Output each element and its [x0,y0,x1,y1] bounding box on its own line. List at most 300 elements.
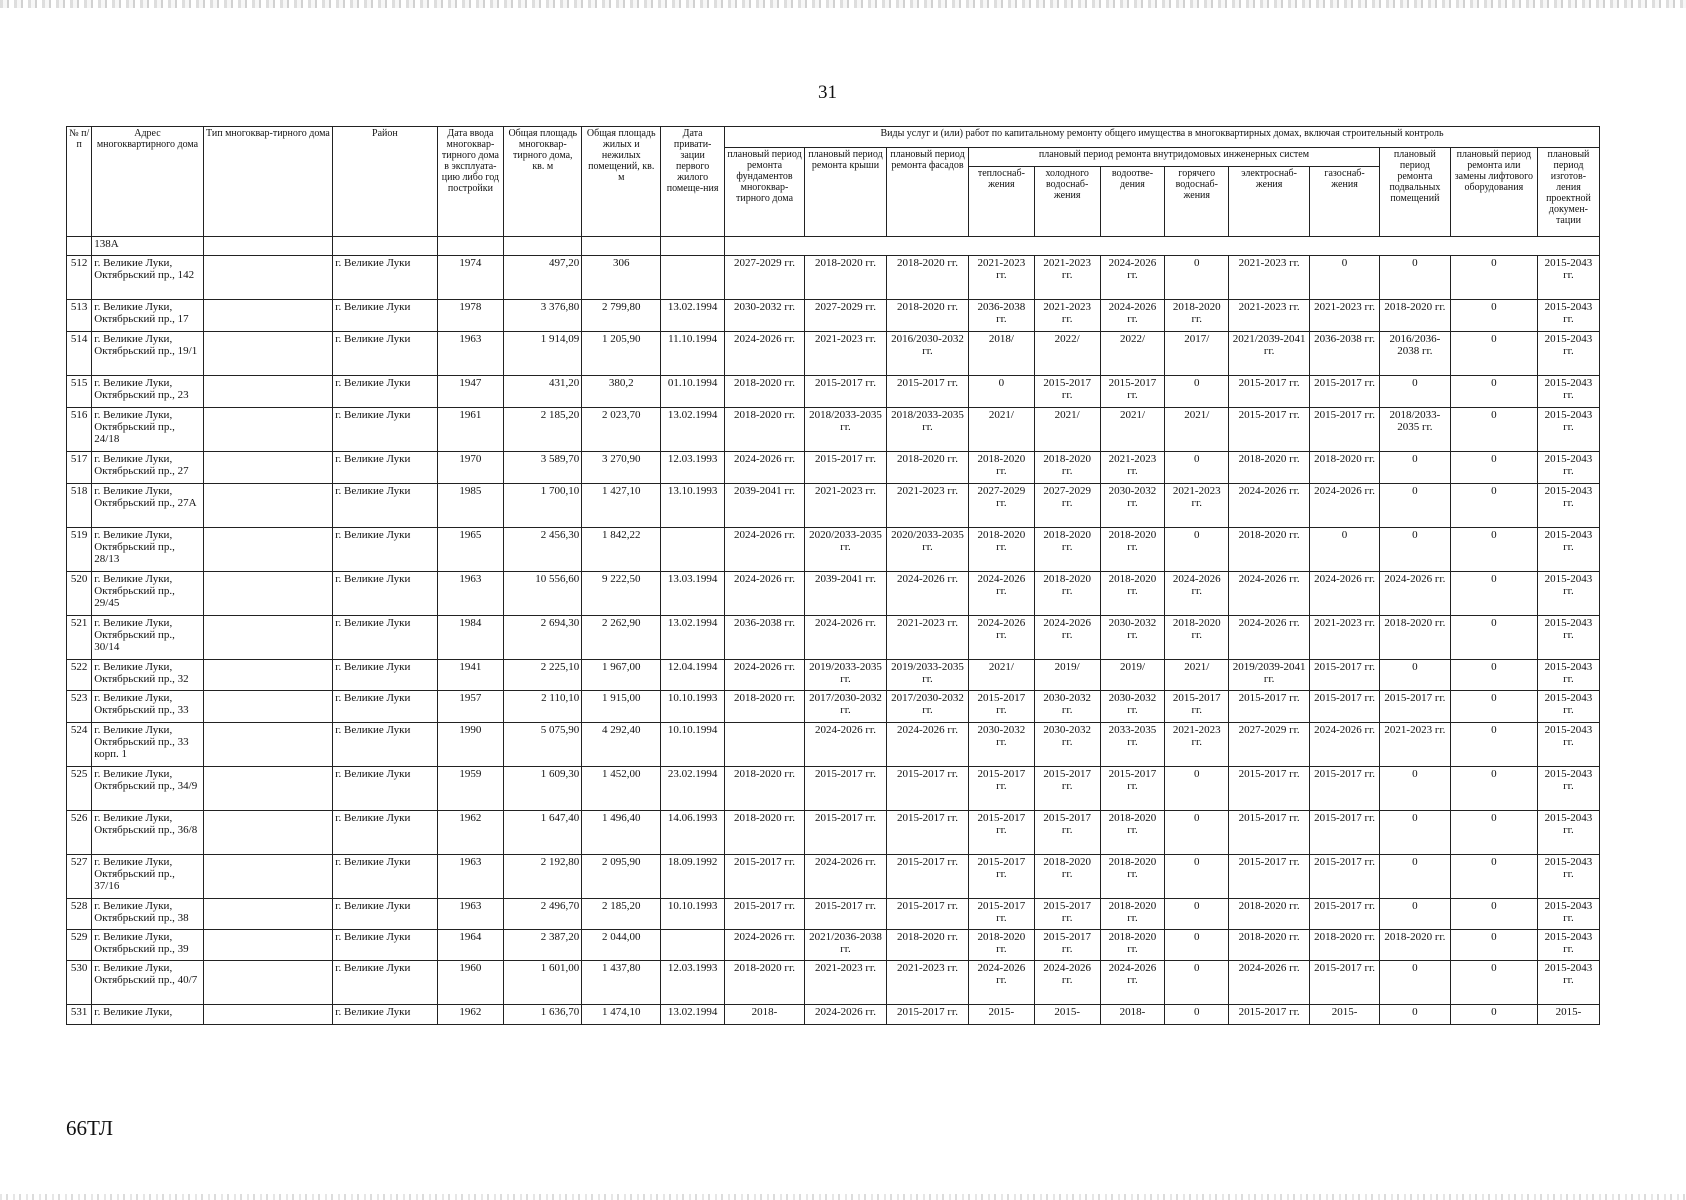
cell-foundation: 2024-2026 гг. [725,528,805,572]
cell-num: 515 [67,376,92,408]
cell-year: 1978 [437,300,504,332]
cell-electric: 2024-2026 гг. [1229,572,1310,616]
cell-district: г. Великие Луки [333,452,437,484]
cell-sewerage: 2033-2035 гг. [1100,723,1165,767]
cell-total-area: 5 075,90 [504,723,582,767]
cell-total-area: 1 609,30 [504,767,582,811]
cell-facade: 2015-2017 гг. [886,767,968,811]
cell-address: г. Великие Луки, Октябрьский пр., 33 корп. 1 [92,723,203,767]
cell-roof: 2018-2020 гг. [804,256,886,300]
cell-year: 1957 [437,691,504,723]
cell-basement: 2018-2020 гг. [1379,930,1450,961]
cell-foundation: 2018-2020 гг. [725,811,805,855]
header-type: Тип многоквар-тирного дома [203,127,333,237]
cell-num: 520 [67,572,92,616]
cell-electric: 2021/2039-2041 гг. [1229,332,1310,376]
cell-gas: 2015-2017 гг. [1310,691,1380,723]
cell-cold-water: 2015-2017 гг. [1034,811,1100,855]
cell-address: г. Великие Луки, Октябрьский пр., 30/14 [92,616,203,660]
cell-elevator: 0 [1450,256,1537,300]
cell-cold-water: 2015-2017 гг. [1034,767,1100,811]
cell-year: 1963 [437,572,504,616]
table-row [67,767,1600,811]
cell-year: 1985 [437,484,504,528]
cell-heating: 2018-2020 гг. [968,930,1034,961]
cell-total-area: 2 110,10 [504,691,582,723]
cell-elevator: 0 [1450,930,1537,961]
cell-gas: 2024-2026 гг. [1310,484,1380,528]
cell-gas: 2015-2017 гг. [1310,961,1380,1005]
cell-sewerage: 2018-2020 гг. [1100,899,1165,930]
cell-num: 525 [67,767,92,811]
cell-cold-water: 2030-2032 гг. [1034,691,1100,723]
cell-district: г. Великие Луки [333,616,437,660]
cell-elevator: 0 [1450,484,1537,528]
cell-district: г. Великие Луки [333,528,437,572]
cell-heating: 2015-2017 гг. [968,899,1034,930]
cell-num: 529 [67,930,92,961]
cell-total-area: 431,20 [504,376,582,408]
table-row [67,723,1600,767]
table-row [67,376,1600,408]
cell-type [203,961,333,1005]
scan-edge-bottom [0,1194,1686,1200]
cell-facade: 2018-2020 гг. [886,300,968,332]
cell-basement: 0 [1379,484,1450,528]
cell-gas: 2024-2026 гг. [1310,723,1380,767]
cell-project-docs: 2015-2043 гг. [1537,332,1599,376]
cell-sewerage: 2022/ [1100,332,1165,376]
cell-privatization: 23.02.1994 [661,767,725,811]
cell-foundation: 2018- [725,1005,805,1025]
cell-type [203,452,333,484]
cell-project-docs: 2015-2043 гг. [1537,723,1599,767]
cell-gas: 2018-2020 гг. [1310,452,1380,484]
cell-roof: 2021/2036-2038 гг. [804,930,886,961]
cell-foundation: 2018-2020 гг. [725,376,805,408]
cell-heating: 2015-2017 гг. [968,855,1034,899]
cell-electric: 2015-2017 гг. [1229,811,1310,855]
cell-basement: 0 [1379,528,1450,572]
cell-privatization: 12.04.1994 [661,660,725,691]
cell-year: 1963 [437,332,504,376]
cell-district: г. Великие Луки [333,484,437,528]
cell-total-area: 1 636,70 [504,1005,582,1025]
cell-foundation: 2018-2020 гг. [725,408,805,452]
cell-basement: 0 [1379,961,1450,1005]
cell-type [203,300,333,332]
cell-cold-water: 2027-2029 гг. [1034,484,1100,528]
cell-num: 518 [67,484,92,528]
cell-total-area: 10 556,60 [504,572,582,616]
cell-roof: 2020/2033-2035 гг. [804,528,886,572]
cell-type [203,616,333,660]
cell-project-docs: 2015-2043 гг. [1537,616,1599,660]
table-row [67,300,1600,332]
cell-sewerage: 2024-2026 гг. [1100,961,1165,1005]
cell-basement: 0 [1379,660,1450,691]
cell-facade: 2015-2017 гг. [886,899,968,930]
cell-hot-water: 2018-2020 гг. [1165,300,1229,332]
cell-facade: 2024-2026 гг. [886,723,968,767]
header-total-area: Общая площадь многоквар-тирного дома, кв. м [504,127,582,237]
cell-elevator: 0 [1450,811,1537,855]
cell-year: 1962 [437,811,504,855]
cell-gas: 2024-2026 гг. [1310,572,1380,616]
cell-gas: 2036-2038 гг. [1310,332,1380,376]
cell-year: 1960 [437,961,504,1005]
cell-heating: 2030-2032 гг. [968,723,1034,767]
table-row [67,811,1600,855]
cell-living-area: 1 915,00 [582,691,661,723]
cell-elevator: 0 [1450,660,1537,691]
cell-facade: 2015-2017 гг. [886,376,968,408]
cell-facade: 2021-2023 гг. [886,616,968,660]
cell-electric: 2015-2017 гг. [1229,408,1310,452]
cell-elevator: 0 [1450,961,1537,1005]
cell-facade: 2018-2020 гг. [886,452,968,484]
cell-heating: 2024-2026 гг. [968,616,1034,660]
cell-address: г. Великие Луки, Октябрьский пр., 17 [92,300,203,332]
cell-gas: 2015-2017 гг. [1310,660,1380,691]
cell-hot-water: 2021-2023 гг. [1165,723,1229,767]
cell-heating: 2021-2023 гг. [968,256,1034,300]
cell-privatization: 13.02.1994 [661,300,725,332]
cell-address: г. Великие Луки, Октябрьский пр., 28/13 [92,528,203,572]
header-hot-water: горячего водоснаб-жения [1165,167,1229,237]
cell-facade: 2015-2017 гг. [886,811,968,855]
cell-facade: 2016/2030-2032 гг. [886,332,968,376]
cell-basement: 0 [1379,376,1450,408]
cell-heating: 2021/ [968,660,1034,691]
cell-facade: 2019/2033-2035 гг. [886,660,968,691]
cell-electric: 2021-2023 гг. [1229,300,1310,332]
cell-elevator: 0 [1450,767,1537,811]
cell-total-area: 2 694,30 [504,616,582,660]
cell-total-area: 1 647,40 [504,811,582,855]
cell-hot-water: 2021/ [1165,408,1229,452]
cell-address: г. Великие Луки, Октябрьский пр., 33 [92,691,203,723]
cell-living-area: 2 799,80 [582,300,661,332]
cell-cold-water: 2021-2023 гг. [1034,300,1100,332]
cell-address: г. Великие Луки, Октябрьский пр., 29/45 [92,572,203,616]
cell-elevator: 0 [1450,408,1537,452]
cell-address: г. Великие Луки, Октябрьский пр., 27А [92,484,203,528]
cell-sewerage: 2018-2020 гг. [1100,855,1165,899]
cell-gas: 2015-2017 гг. [1310,408,1380,452]
cell-type [203,855,333,899]
cell-total-area: 2 185,20 [504,408,582,452]
cell-privatization: 12.03.1993 [661,452,725,484]
cell-privatization: 01.10.1994 [661,376,725,408]
cell-project-docs: 2015-2043 гг. [1537,767,1599,811]
table-row [67,572,1600,616]
cell-heating: 2024-2026 гг. [968,961,1034,1005]
cell-privatization [661,528,725,572]
cell-roof: 2015-2017 гг. [804,767,886,811]
cell-sewerage: 2018-2020 гг. [1100,930,1165,961]
cell-cold-water: 2018-2020 гг. [1034,452,1100,484]
cell-foundation: 2024-2026 гг. [725,930,805,961]
cell-year: 1963 [437,855,504,899]
cell-hot-water: 0 [1165,811,1229,855]
cell-sewerage: 2030-2032 гг. [1100,691,1165,723]
cell-sewerage: 2021-2023 гг. [1100,452,1165,484]
cell-foundation: 2018-2020 гг. [725,767,805,811]
cell-living-area: 2 023,70 [582,408,661,452]
header-project-docs: плановый период изготов-ления проектной докумен-тации [1537,148,1599,237]
cell-roof: 2024-2026 гг. [804,855,886,899]
cell-sewerage: 2030-2032 гг. [1100,616,1165,660]
cell-foundation: 2024-2026 гг. [725,660,805,691]
cell-total-area: 2 456,30 [504,528,582,572]
cell-cold-water: 2021-2023 гг. [1034,256,1100,300]
cell-hot-water: 0 [1165,376,1229,408]
header-elevator: плановый период ремонта или замены лифтового оборудования [1450,148,1537,237]
header-facade: плановый период ремонта фасадов [886,148,968,237]
cell-cold-water: 2015- [1034,1005,1100,1025]
cell-cold-water: 2018-2020 гг. [1034,572,1100,616]
cell-total-area: 3 589,70 [504,452,582,484]
cell-gas: 0 [1310,528,1380,572]
table-row [67,899,1600,930]
cell-facade: 2018-2020 гг. [886,930,968,961]
cell-heating: 2015-2017 гг. [968,691,1034,723]
cell-electric: 2015-2017 гг. [1229,767,1310,811]
table-row [67,408,1600,452]
cell-num: 526 [67,811,92,855]
header-heating: теплоснаб-жения [968,167,1034,237]
cell-district: г. Великие Луки [333,930,437,961]
cell-project-docs: 2015-2043 гг. [1537,452,1599,484]
cell-type [203,332,333,376]
cell-cold-water: 2015-2017 гг. [1034,376,1100,408]
cell-hot-water: 2021-2023 гг. [1165,484,1229,528]
cell-address: г. Великие Луки, Октябрьский пр., 19/1 [92,332,203,376]
cell-electric: 2024-2026 гг. [1229,484,1310,528]
cell-district: г. Великие Луки [333,660,437,691]
header-commission-date: Дата ввода многоквар-тирного дома в эксплуата-цию либо год постройки [437,127,504,237]
cell-roof: 2024-2026 гг. [804,723,886,767]
cell-heating: 2027-2029 гг. [968,484,1034,528]
cell-privatization: 10.10.1993 [661,691,725,723]
table-row [67,452,1600,484]
table-row [67,660,1600,691]
cell-type [203,256,333,300]
cell-roof: 2021-2023 гг. [804,332,886,376]
cell-num: 512 [67,256,92,300]
cell-cold-water: 2021/ [1034,408,1100,452]
cell-roof: 2015-2017 гг. [804,899,886,930]
cell-cold-water: 2015-2017 гг. [1034,899,1100,930]
cell-roof: 2027-2029 гг. [804,300,886,332]
cell-elevator: 0 [1450,616,1537,660]
cell-roof: 2015-2017 гг. [804,452,886,484]
cell-gas: 2021-2023 гг. [1310,300,1380,332]
table-row [67,484,1600,528]
cell-district: г. Великие Луки [333,1005,437,1025]
footer-code: 66ТЛ [66,1116,114,1140]
cell-hot-water: 0 [1165,855,1229,899]
cell-foundation: 2039-2041 гг. [725,484,805,528]
header-electric: электроснаб-жения [1229,167,1310,237]
cell-district: г. Великие Луки [333,723,437,767]
cell-type [203,484,333,528]
cell-living-area: 3 270,90 [582,452,661,484]
cell-district: г. Великие Луки [333,899,437,930]
cell-project-docs: 2015-2043 гг. [1537,376,1599,408]
cell-gas: 2021-2023 гг. [1310,616,1380,660]
cell-district: г. Великие Луки [333,332,437,376]
header-address: Адрес многоквартирного дома [92,127,203,237]
table-row-continued [67,237,1600,256]
cell-sewerage: 2018-2020 гг. [1100,811,1165,855]
capital-repair-table [66,126,1600,1025]
cell-type [203,767,333,811]
cell-basement: 0 [1379,899,1450,930]
cell-total-area: 3 376,80 [504,300,582,332]
cell-foundation: 2018-2020 гг. [725,961,805,1005]
cell-total-area: 1 700,10 [504,484,582,528]
header-privatization: Дата привати-зации первого жилого помеще-ния [661,127,725,237]
cell-year: 1984 [437,616,504,660]
cell-electric: 2018-2020 гг. [1229,930,1310,961]
cell-living-area: 4 292,40 [582,723,661,767]
cell-hot-water: 2015-2017 гг. [1165,691,1229,723]
table-row [67,961,1600,1005]
cell-district: г. Великие Луки [333,376,437,408]
cell-type [203,408,333,452]
header-gas: газоснаб-жения [1310,167,1380,237]
cell-facade: 2020/2033-2035 гг. [886,528,968,572]
cell-sewerage: 2015-2017 гг. [1100,767,1165,811]
cell-living-area: 1 427,10 [582,484,661,528]
cell-privatization: 13.02.1994 [661,408,725,452]
cell-basement: 0 [1379,855,1450,899]
cell-privatization: 18.09.1992 [661,855,725,899]
cell-cold-water: 2024-2026 гг. [1034,616,1100,660]
cell-sewerage: 2019/ [1100,660,1165,691]
cell-address: г. Великие Луки, Октябрьский пр., 27 [92,452,203,484]
cell-total-area: 497,20 [504,256,582,300]
cell-type [203,376,333,408]
cell-basement: 0 [1379,452,1450,484]
cell-privatization: 10.10.1994 [661,723,725,767]
cell-district: г. Великие Луки [333,256,437,300]
cell-facade: 2017/2030-2032 гг. [886,691,968,723]
cell-elevator: 0 [1450,528,1537,572]
cell-living-area: 2 044,00 [582,930,661,961]
cell-basement: 0 [1379,1005,1450,1025]
cell-facade: 2015-2017 гг. [886,1005,968,1025]
cell-type [203,572,333,616]
cell-project-docs: 2015-2043 гг. [1537,961,1599,1005]
cell-privatization: 14.06.1993 [661,811,725,855]
cell-cold-water: 2018-2020 гг. [1034,528,1100,572]
cell-num: 524 [67,723,92,767]
page-number: 31 [818,82,837,103]
cell-sewerage: 2015-2017 гг. [1100,376,1165,408]
cell-hot-water: 2024-2026 гг. [1165,572,1229,616]
cell-num: 527 [67,855,92,899]
cell-year: 1947 [437,376,504,408]
cell-num: 528 [67,899,92,930]
cell-elevator: 0 [1450,855,1537,899]
cell-basement: 0 [1379,811,1450,855]
cell-living-area: 1 967,00 [582,660,661,691]
cell-roof: 2021-2023 гг. [804,484,886,528]
cell-privatization: 13.10.1993 [661,484,725,528]
cell-electric: 2015-2017 гг. [1229,1005,1310,1025]
cell-year: 1964 [437,930,504,961]
cell-cold-water: 2022/ [1034,332,1100,376]
cell-electric: 2018-2020 гг. [1229,528,1310,572]
cell-elevator: 0 [1450,899,1537,930]
cell-privatization: 13.02.1994 [661,616,725,660]
cell-heating: 0 [968,376,1034,408]
cell-basement: 2016/2036-2038 гг. [1379,332,1450,376]
cell-district: г. Великие Луки [333,767,437,811]
cell-type [203,660,333,691]
cell-foundation: 2036-2038 гг. [725,616,805,660]
cell-gas: 2015-2017 гг. [1310,899,1380,930]
cell-basement: 2021-2023 гг. [1379,723,1450,767]
cell-elevator: 0 [1450,376,1537,408]
cell-num: 530 [67,961,92,1005]
cell-year: 1963 [437,899,504,930]
cell-address: г. Великие Луки, Октябрьский пр., 39 [92,930,203,961]
cell-sewerage: 2024-2026 гг. [1100,256,1165,300]
table-row [67,855,1600,899]
cell-living-area: 2 095,90 [582,855,661,899]
table-row [67,332,1600,376]
cell-gas: 2015-2017 гг. [1310,767,1380,811]
cell-roof: 2019/2033-2035 гг. [804,660,886,691]
cell-elevator: 0 [1450,332,1537,376]
cell-cold-water: 2019/ [1034,660,1100,691]
cell-foundation: 2030-2032 гг. [725,300,805,332]
cell-cold-water: 2015-2017 гг. [1034,930,1100,961]
cell-hot-water: 0 [1165,256,1229,300]
cell-cold-water: 2024-2026 гг. [1034,961,1100,1005]
table-row [67,691,1600,723]
cell-basement: 2018-2020 гг. [1379,300,1450,332]
cell-living-area: 1 496,40 [582,811,661,855]
cell-living-area: 1 437,80 [582,961,661,1005]
cell-total-area: 2 496,70 [504,899,582,930]
cell-living-area: 380,2 [582,376,661,408]
cell-num: 517 [67,452,92,484]
cell-sewerage: 2030-2032 гг. [1100,484,1165,528]
cell-roof: 2024-2026 гг. [804,616,886,660]
table-body [67,237,1600,1025]
cell-roof: 2024-2026 гг. [804,1005,886,1025]
cell-num: 519 [67,528,92,572]
cell-project-docs: 2015-2043 гг. [1537,484,1599,528]
cell-project-docs: 2015-2043 гг. [1537,300,1599,332]
cell-project-docs: 2015-2043 гг. [1537,691,1599,723]
cell-electric: 2015-2017 гг. [1229,691,1310,723]
cell-privatization [661,930,725,961]
cell-gas: 2018-2020 гг. [1310,930,1380,961]
cell-electric: 2021-2023 гг. [1229,256,1310,300]
cell-project-docs: 2015-2043 гг. [1537,899,1599,930]
cell-facade: 2024-2026 гг. [886,572,968,616]
cell-num: 516 [67,408,92,452]
header-district: Район [333,127,437,237]
cell-year: 1962 [437,1005,504,1025]
cell-living-area: 9 222,50 [582,572,661,616]
